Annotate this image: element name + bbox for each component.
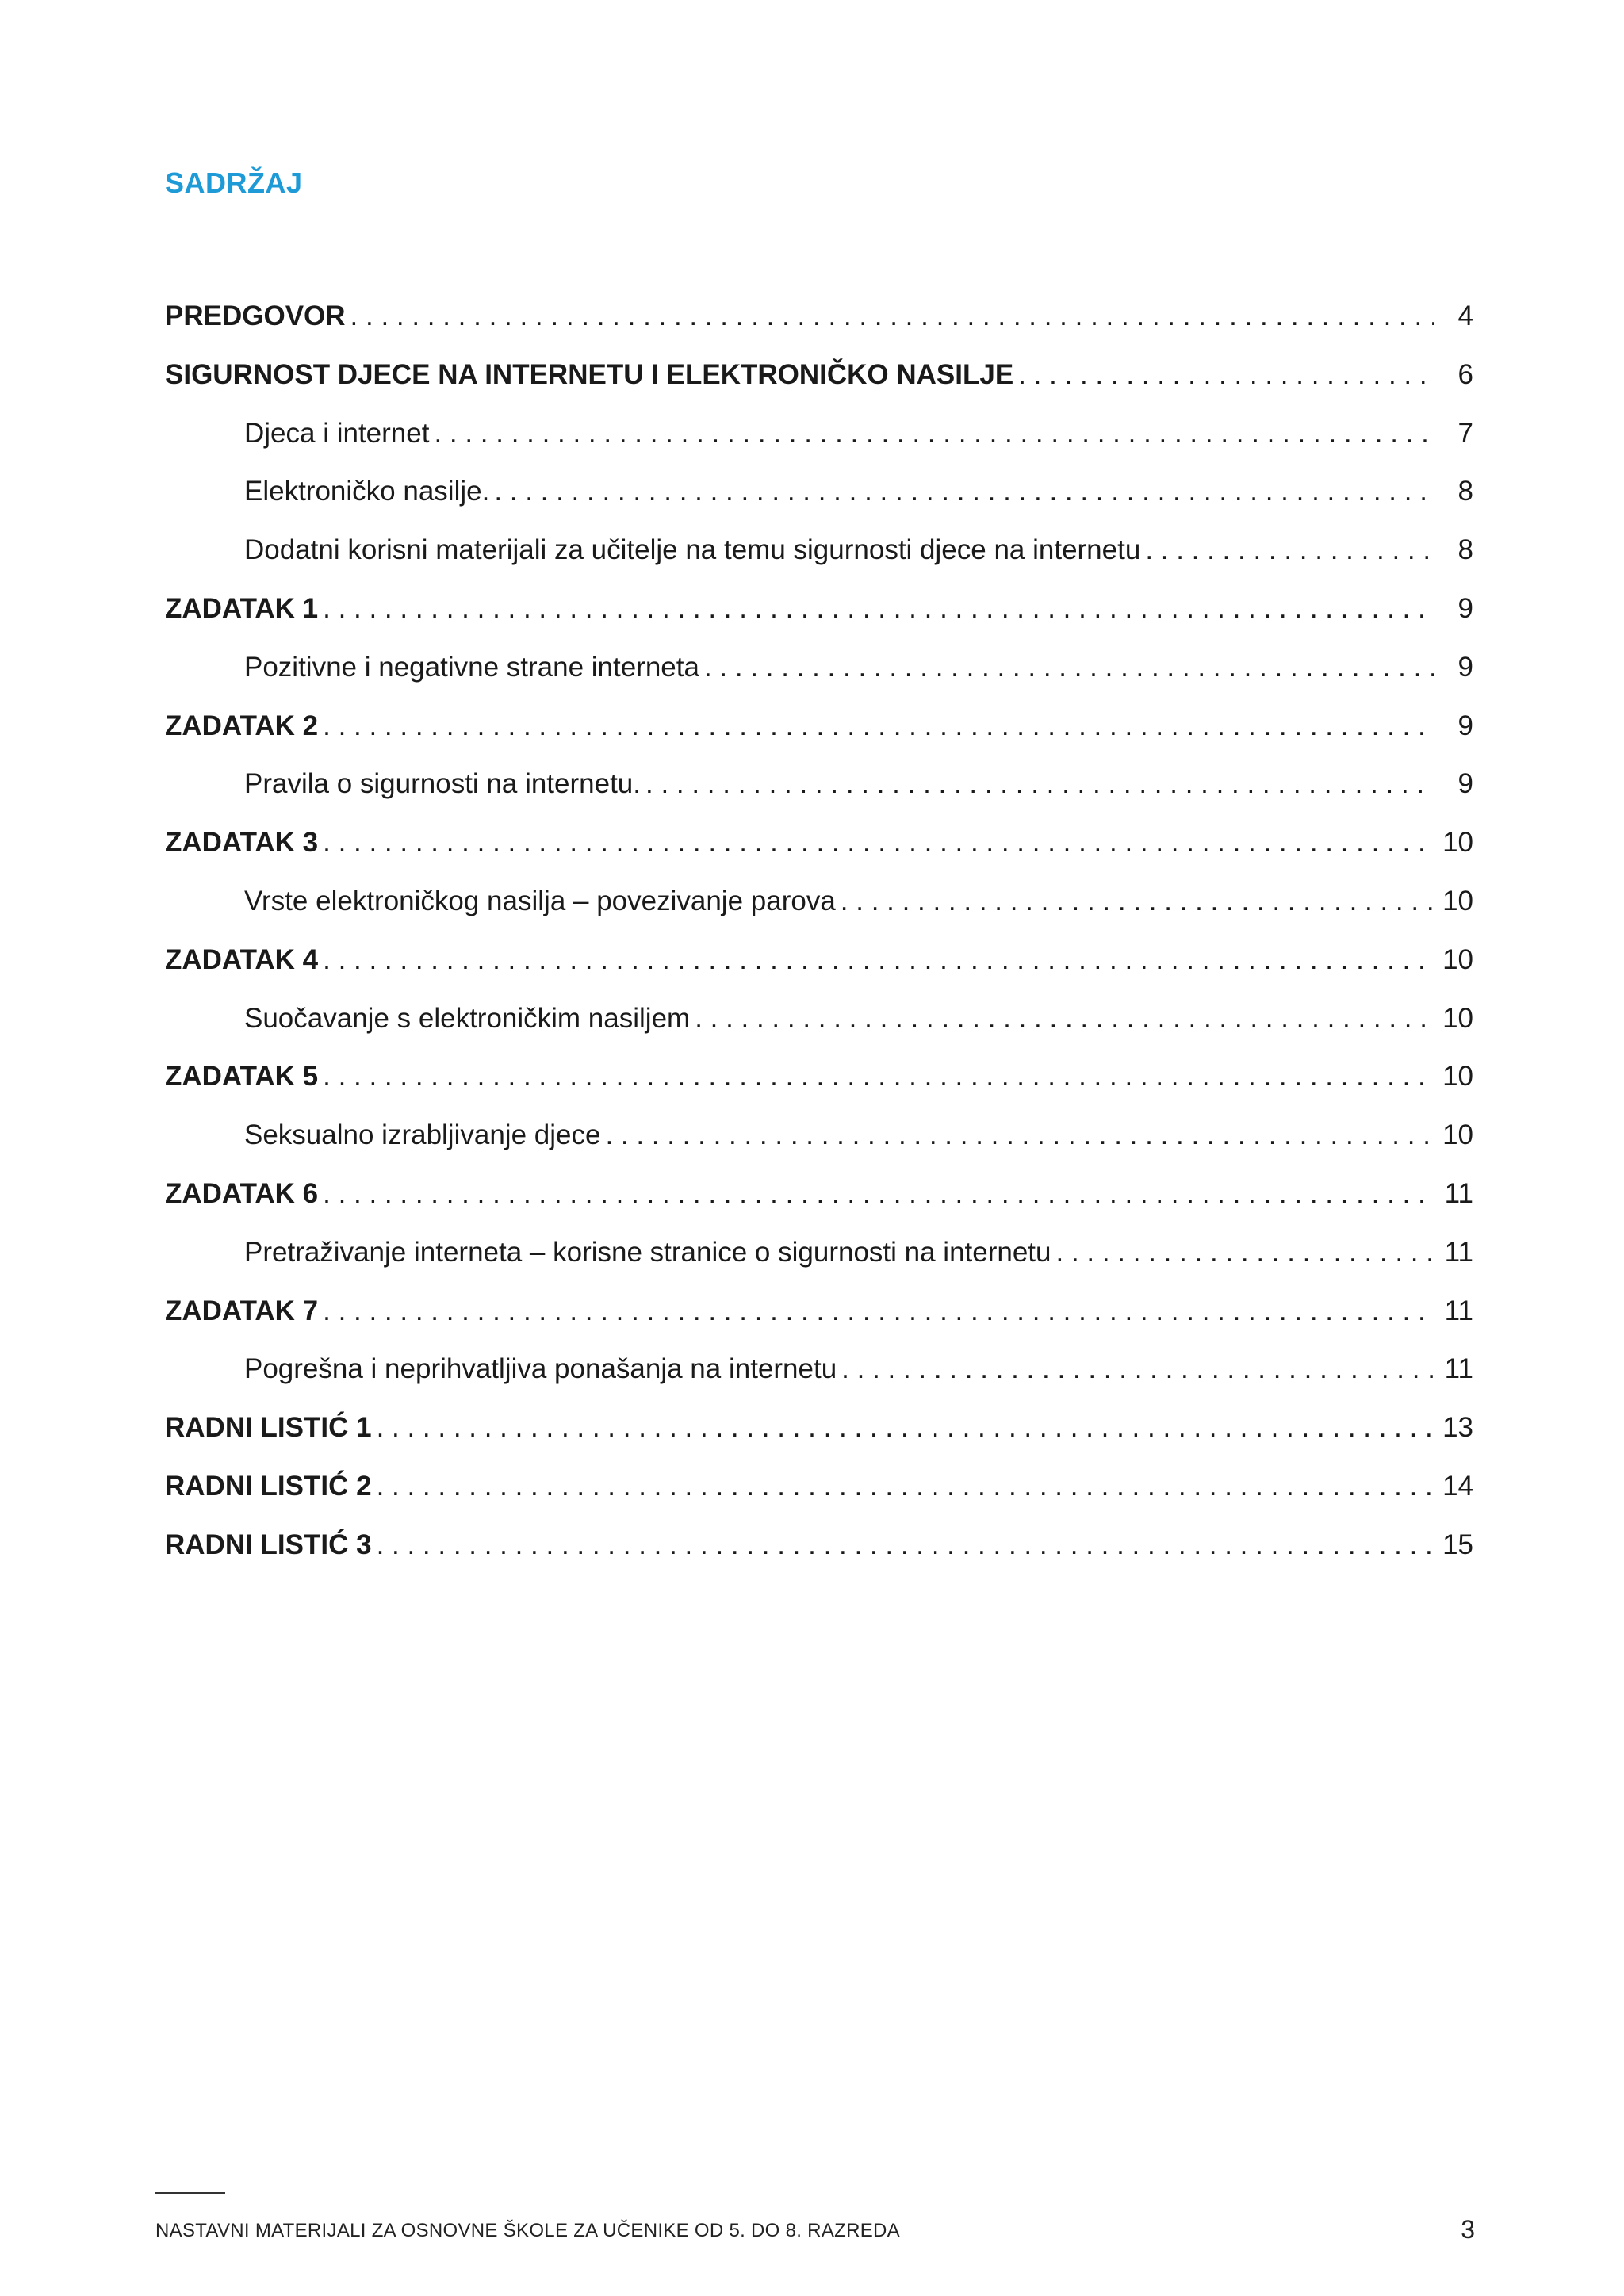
toc-entry[interactable]: [165, 580, 1473, 638]
toc-entry-page-number: 9: [1457, 592, 1473, 624]
toc-entry[interactable]: [165, 1165, 1473, 1223]
toc-entry[interactable]: [165, 638, 1473, 697]
toc-dot-leader: [1056, 1223, 1434, 1282]
toc-entry[interactable]: [165, 1516, 1473, 1575]
toc-dot-leader: [645, 755, 1434, 813]
toc-entry-label: Vrste elektroničkog nasilja – povezivanje parova: [244, 885, 836, 916]
toc-dot-leader: [323, 931, 1434, 989]
toc-entry-label: SIGURNOST DJECE NA INTERNETU I ELEKTRONIČKO NASILJE: [165, 358, 1014, 390]
toc-dot-leader: [841, 1340, 1434, 1399]
toc-dot-leader: [377, 1516, 1434, 1575]
toc-entry[interactable]: [165, 1457, 1473, 1516]
toc-entry[interactable]: [165, 931, 1473, 989]
toc-entry[interactable]: [165, 1282, 1473, 1341]
toc-entry-page-number: 10: [1442, 1002, 1473, 1034]
toc-entry-page-number: 9: [1457, 651, 1473, 683]
toc-entry[interactable]: [165, 989, 1473, 1048]
toc-entry[interactable]: [165, 755, 1473, 813]
toc-entry-page-number: 10: [1442, 1061, 1473, 1093]
toc-entry-label: Pogrešna i neprihvatljiva ponašanja na internetu: [244, 1353, 837, 1385]
toc-entry-page-number: 10: [1442, 827, 1473, 859]
toc-dot-leader: [323, 813, 1434, 872]
toc-entry-label: ZADATAK 1: [165, 592, 319, 624]
toc-dot-leader: [841, 872, 1434, 931]
footer-page-number: 3: [1461, 2215, 1475, 2244]
toc-entry-label: Elektroničko nasilje.: [244, 476, 490, 507]
toc-entry-label: Pravila o sigurnosti na internetu.: [244, 768, 641, 800]
toc-entry-page-number: 15: [1442, 1529, 1473, 1560]
toc-entry-label: RADNI LISTIĆ 1: [165, 1412, 372, 1444]
toc-entry-label: RADNI LISTIĆ 2: [165, 1470, 372, 1502]
toc-entry-label: ZADATAK 7: [165, 1295, 319, 1326]
toc-entry-label: Djeca i internet: [244, 417, 430, 449]
toc-entry-page-number: 8: [1457, 476, 1473, 507]
footer-divider: [155, 2192, 225, 2194]
toc-dot-leader: [704, 638, 1434, 697]
toc-entry[interactable]: [165, 697, 1473, 756]
toc-dot-leader: [323, 1047, 1434, 1106]
toc-entry-label: RADNI LISTIĆ 3: [165, 1529, 372, 1560]
toc-entry[interactable]: [165, 462, 1473, 521]
toc-entry[interactable]: [165, 404, 1473, 463]
toc-entry-page-number: 11: [1444, 1295, 1473, 1326]
toc-dot-leader: [323, 697, 1434, 756]
toc-dot-leader: [695, 989, 1434, 1048]
toc-entry[interactable]: [165, 1340, 1473, 1399]
toc-dot-leader: [323, 1165, 1434, 1223]
toc-entry-label: ZADATAK 2: [165, 710, 319, 741]
toc-entry-page-number: 9: [1457, 768, 1473, 800]
toc-dot-leader: [605, 1106, 1434, 1165]
toc-entry-page-number: 11: [1444, 1236, 1473, 1268]
toc-dot-leader: [1018, 346, 1434, 404]
toc-dot-leader: [377, 1457, 1434, 1516]
toc-entry-page-number: 11: [1444, 1353, 1473, 1385]
toc-dot-leader: [323, 580, 1434, 638]
toc-entry-label: Suočavanje s elektroničkim nasiljem: [244, 1002, 691, 1034]
toc-entry-page-number: 6: [1457, 358, 1473, 390]
page-title: SADRŽAJ: [165, 166, 303, 199]
toc-dot-leader: [1145, 521, 1434, 580]
toc-entry[interactable]: [165, 1106, 1473, 1165]
toc-dot-leader: [494, 462, 1434, 521]
toc-entry-page-number: 14: [1442, 1470, 1473, 1502]
toc-dot-leader: [434, 404, 1434, 463]
toc-entry-page-number: 13: [1442, 1412, 1473, 1444]
toc-entry-page-number: 8: [1457, 534, 1473, 566]
toc-entry[interactable]: [165, 521, 1473, 580]
table-of-contents: [165, 287, 1473, 1575]
toc-entry-page-number: 10: [1442, 885, 1473, 916]
toc-entry-page-number: 4: [1457, 300, 1473, 331]
toc-dot-leader: [350, 287, 1434, 346]
toc-entry-page-number: 9: [1457, 710, 1473, 741]
toc-entry-label: Dodatni korisni materijali za učitelje na temu sigurnosti djece na internetu: [244, 534, 1141, 566]
toc-entry-page-number: 11: [1444, 1177, 1473, 1209]
toc-entry-label: PREDGOVOR: [165, 300, 346, 331]
footer-text: NASTAVNI MATERIJALI ZA OSNOVNE ŠKOLE ZA UČENIKE OD 5. DO 8. RAZREDA: [155, 2220, 900, 2241]
toc-entry-label: Pretraživanje interneta – korisne stranice o sigurnosti na internetu: [244, 1236, 1051, 1268]
toc-entry[interactable]: [165, 813, 1473, 872]
toc-entry-page-number: 10: [1442, 943, 1473, 975]
toc-entry-label: ZADATAK 3: [165, 827, 319, 859]
toc-entry-page-number: 7: [1457, 417, 1473, 449]
toc-entry[interactable]: [165, 1047, 1473, 1106]
toc-entry-label: ZADATAK 6: [165, 1177, 319, 1209]
toc-entry-page-number: 10: [1442, 1119, 1473, 1151]
toc-entry-label: ZADATAK 4: [165, 943, 319, 975]
toc-entry-label: Seksualno izrabljivanje djece: [244, 1119, 601, 1151]
toc-entry[interactable]: [165, 872, 1473, 931]
toc-entry-label: ZADATAK 5: [165, 1061, 319, 1093]
toc-entry[interactable]: [165, 346, 1473, 404]
toc-dot-leader: [377, 1399, 1434, 1457]
toc-entry[interactable]: [165, 287, 1473, 346]
toc-entry[interactable]: [165, 1223, 1473, 1282]
toc-entry[interactable]: [165, 1399, 1473, 1457]
toc-entry-label: Pozitivne i negativne strane interneta: [244, 651, 699, 683]
toc-dot-leader: [323, 1282, 1434, 1341]
